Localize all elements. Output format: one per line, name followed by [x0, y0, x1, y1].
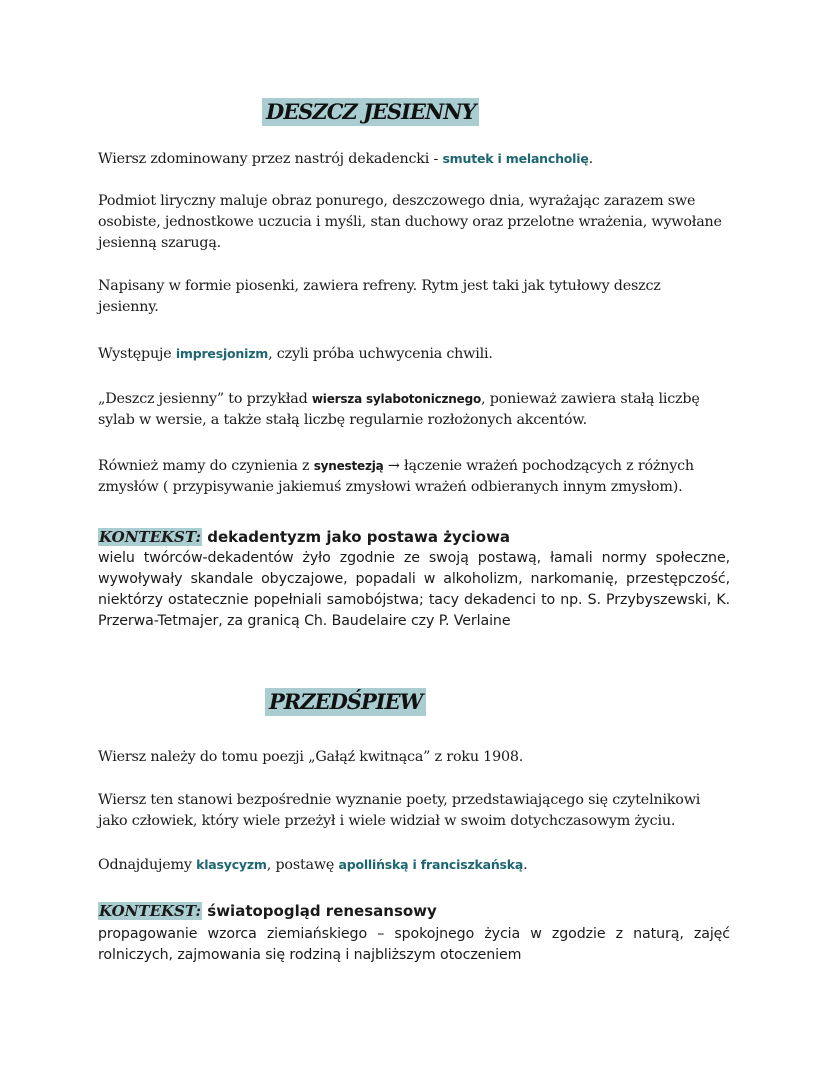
section-title: PRZEDŚPIEW — [265, 688, 426, 716]
context-label: KONTEKST: — [99, 528, 202, 546]
paragraph: Podmiot liryczny maluje obraz ponurego, deszczowego dnia, wyrażając zarazem swe osobiste, jednostkowe uczucia i myśli, stan duchowy oraz przelotne wrażenia, wywołane jesienną szarugą. — [98, 193, 722, 251]
highlight: apollińską i franciszkańską — [338, 857, 524, 872]
text: . — [523, 857, 528, 873]
context-title: światopogląd renesansowy — [202, 902, 437, 920]
bold-term: wiersza sylabotonicznego — [311, 392, 482, 406]
paragraph: Wiersz ten stanowi bezpośrednie wyznanie poety, przedstawiającego się czytelnikowi jako człowiek, który wiele przeżył i wiele widział w swoim dotychczasowym życiu. — [98, 792, 701, 829]
highlight: impresjonizm — [175, 346, 269, 361]
context-body: propagowanie wzorca ziemiańskiego – spokojnego życia w zgodzie z naturą, zajęć rolniczych, zajmowania się rodziną i najbliższym otoczeniem — [98, 926, 730, 963]
highlight: smutek i melancholię — [442, 151, 589, 166]
context-heading — [98, 900, 730, 922]
text: , czyli próba uchwycenia chwili. — [268, 346, 493, 362]
context-body: wielu twórców-dekadentów żyło zgodnie ze swoją postawą, łamali normy społeczne, wywoływały skandale obyczajowe, popadali w alkoholizm, narkomanię, przestępczość, niektórzy ostatecznie popełniali samobójstwa; tacy dekadenci to np. S. Przybyszewski, K. Przerwa-Tetmajer, za granicą Ch. Baudelaire czy P. Verlaine — [98, 550, 730, 629]
text: → łączenie wrażeń pochodzących z różnych zmysłów ( przypisywanie jakiemuś zmysłowi wrażeń odbieranych innym zmysłom). — [98, 458, 694, 495]
text: „Deszcz jesienny” to przykład — [98, 391, 312, 407]
highlight: klasycyzm — [196, 857, 267, 872]
text: Występuje — [98, 346, 176, 362]
text: Również mamy do czynienia z — [98, 458, 314, 474]
paragraph: Napisany w formie piosenki, zawiera refreny. Rytm jest taki jak tytułowy deszcz jesienny. — [98, 278, 661, 315]
context-title: dekadentyzm jako postawa życiowa — [202, 528, 511, 546]
context-label: KONTEKST: — [99, 902, 202, 920]
paragraph — [98, 148, 730, 170]
paragraph — [98, 389, 730, 431]
text: , ponieważ zawiera stałą liczbę sylab w wersie, a także stałą liczbę regularnie rozłożonych akcentów. — [98, 391, 700, 428]
paragraph — [98, 456, 718, 498]
paragraph — [98, 854, 730, 876]
context-heading — [98, 526, 730, 548]
bold-term: synestezją — [313, 459, 384, 473]
text: Odnajdujemy — [98, 857, 197, 873]
text: , postawę — [266, 857, 339, 873]
paragraph: Wiersz należy do tomu poezji „Gałąź kwitnąca” z roku 1908. — [98, 749, 524, 765]
text: . — [588, 151, 593, 167]
text: Wiersz zdominowany przez nastrój dekadencki - — [98, 151, 443, 167]
section-title: DESZCZ JESIENNY — [262, 98, 479, 126]
paragraph — [98, 343, 730, 365]
